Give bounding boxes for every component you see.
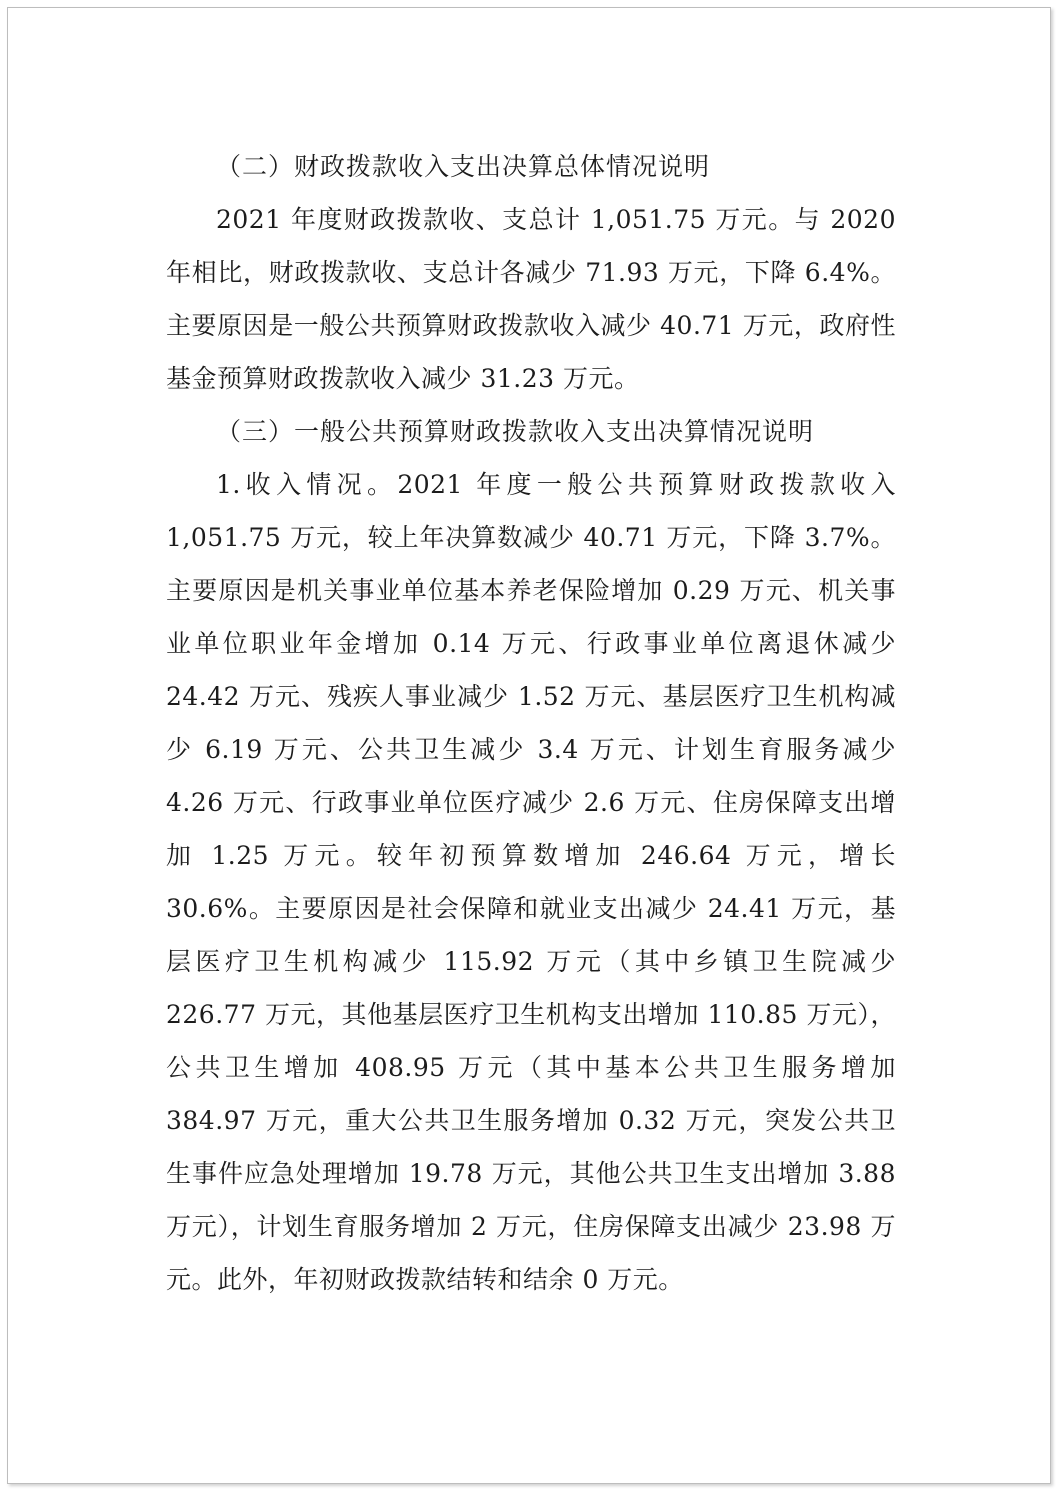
section-paragraph-2: 2021 年度财政拨款收、支总计 1,051.75 万元。与 2020 年相比，财政拨款收、支总计各减少 71.93 万元，下降 6.4%。主要原因是一般公共预算财政拨款收入减少 40.71 万元，政府性基金预算财政拨款收入减少 31.23 万元。 bbox=[166, 205, 896, 393]
section-heading-3: （三）一般公共预算财政拨款收入支出决算情况说明 bbox=[216, 417, 815, 446]
section-paragraph-3: 1.收入情况。2021 年度一般公共预算财政拨款收入 1,051.75 万元，较上年决算数减少 40.71 万元，下降 3.7%。主要原因是机关事业单位基本养老保险增加 0.29 万元、机关事业单位职业年金增加 0.14 万元、行政事业单位离退休减少 24.42 万元、残疾人事业减少 1.52 万元、基层医疗卫生机构减少 6.19 万元、公共卫生减少 3.4 万元、计划生育服务减少 4.26 万元、行政事业单位医疗减少 2.6 万元、住房保障支出增加 1.25 万元。较年初预算数增加 246.64 万元，增长 30.6%。主要原因是社会保障和就业支出减少 24.41 万元，基层医疗卫生机构减少 115.92 万元（其中乡镇卫生院减少 226.77 万元，其他基层医疗卫生机构支出增加 110.85 万元），公共卫生增加 408.95 万元（其中基本公共卫生服务增加 384.97 万元，重大公共卫生服务增加 0.32 万元，突发公共卫生事件应急处理增加 19.78 万元，其他公共卫生支出增加 3.88 万元），计划生育服务增加 2 万元，住房保障支出减少 23.98 万元。此外，年初财政拨款结转和结余 0 万元。 bbox=[166, 470, 896, 1294]
section-heading-2: （二）财政拨款收入支出决算总体情况说明 bbox=[216, 152, 711, 181]
document-body bbox=[166, 140, 896, 1306]
